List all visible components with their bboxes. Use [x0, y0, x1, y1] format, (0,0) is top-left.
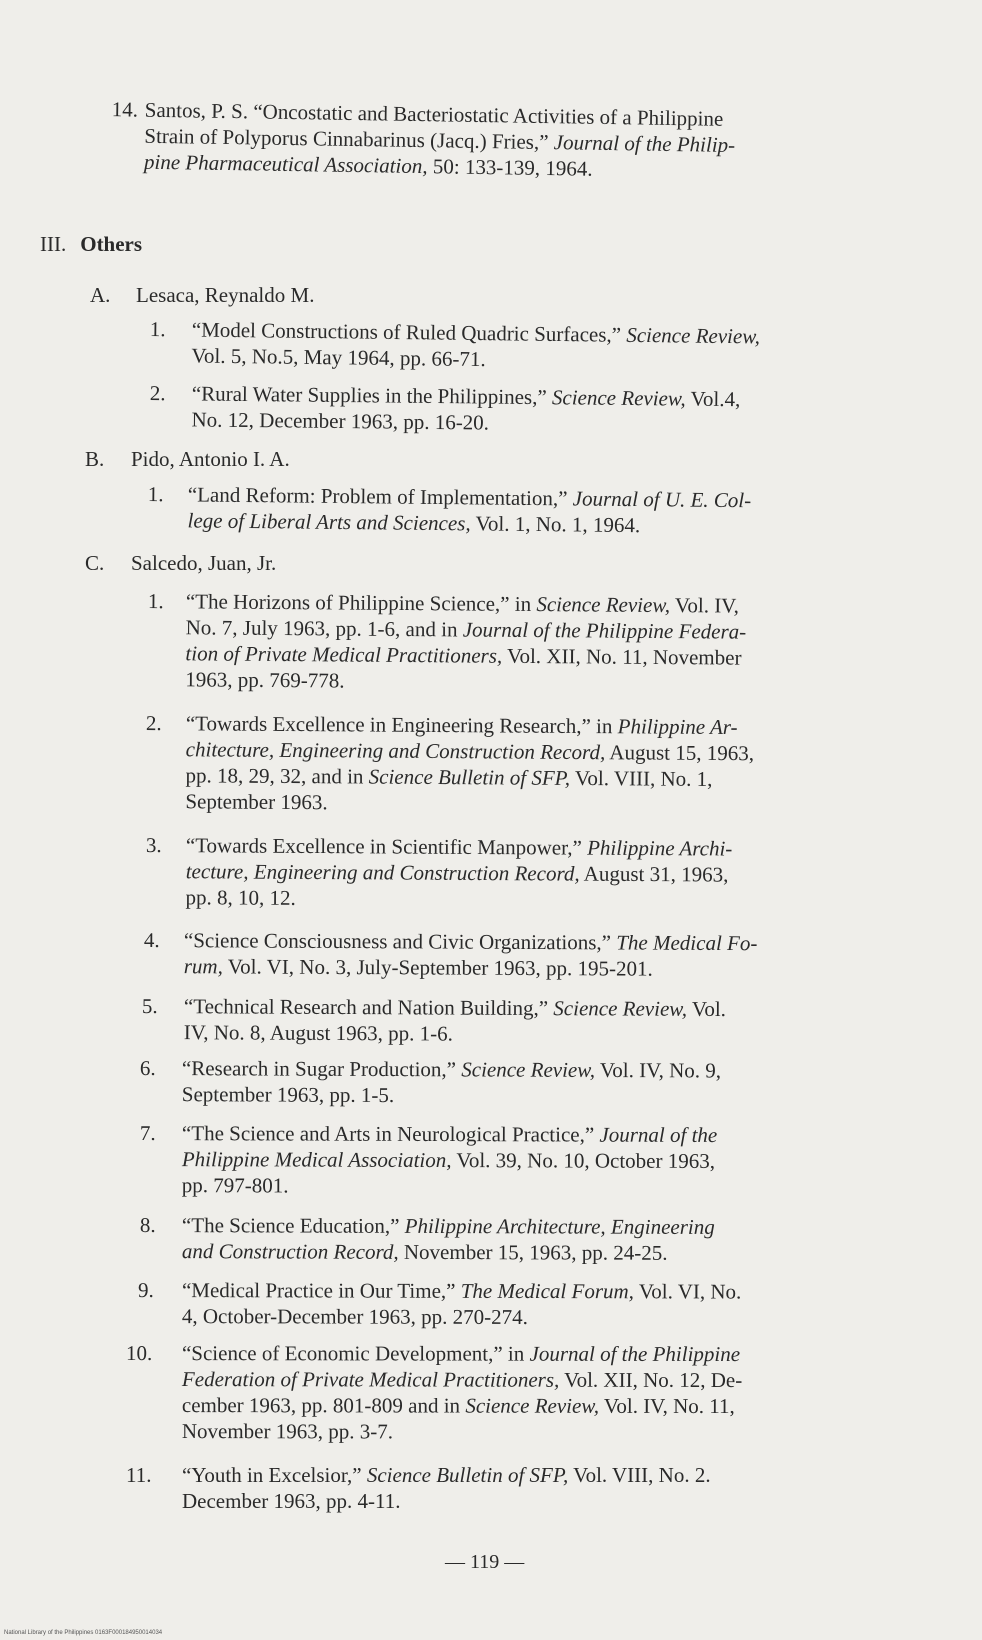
- citation-line: cember 1963, pp. 801-809 and in Science Review, Vol. IV, No. 11,: [181, 1393, 735, 1419]
- citation-c5: [0, 992, 982, 1046]
- citation-number: 1.: [147, 588, 164, 614]
- citation-a2: [0, 378, 982, 435]
- citation-line: IV, No. 8, August 1963, pp. 1-6.: [183, 1020, 453, 1046]
- citation-number: 7.: [139, 1120, 156, 1146]
- citation-line: “Model Constructions of Ruled Quadric Surfaces,” Science Review,: [191, 317, 761, 349]
- citation-a1: [0, 314, 982, 372]
- citation-number: 11.: [126, 1463, 152, 1487]
- citation-line: “Science of Economic Development,” in Journal of the Philippine: [181, 1341, 741, 1367]
- citation-line: December 1963, pp. 4-11.: [182, 1489, 401, 1513]
- citation-line: Vol. 5, No.5, May 1964, pp. 66-71.: [191, 343, 486, 372]
- citation-line: “Youth in Excelsior,” Science Bulletin of SFP, Vol. VIII, No. 2.: [182, 1463, 711, 1487]
- section-heading: III. Others: [40, 232, 143, 256]
- citation-c3: [0, 831, 982, 910]
- citation-c2: [0, 709, 982, 815]
- citation-line: September 1963.: [185, 789, 328, 815]
- citation-line: “Medical Practice in Our Time,” The Medical Forum, Vol. VI, No.: [181, 1278, 742, 1304]
- citation-line: chitecture, Engineering and Construction Record, August 15, 1963,: [185, 737, 755, 766]
- citation-number: 2.: [145, 710, 162, 736]
- citation-line: “The Science Education,” Philippine Architecture, Engineering: [181, 1213, 715, 1239]
- citation-number: 14.: [111, 97, 139, 122]
- author-c: C. Salcedo, Juan, Jr.: [85, 551, 277, 575]
- citation-number: 1.: [147, 481, 164, 507]
- citation-number: 5.: [141, 993, 158, 1019]
- citation-line: “Towards Excellence in Scientific Manpower,” Philippine Archi-: [185, 833, 733, 861]
- scan-footer: National Library of the Philippines 0163F000184950014034: [4, 1630, 163, 1636]
- citation-line: rum, Vol. VI, No. 3, July-September 1963, pp. 195-201.: [183, 954, 653, 981]
- citation-line: tion of Private Medical Practitioners, Vol. XII, No. 11, November: [185, 641, 742, 670]
- citation-line: 4, October-December 1963, pp. 270-274.: [181, 1304, 528, 1329]
- citation-line: No. 7, July 1963, pp. 1-6, and in Journal of the Philippine Federa-: [185, 615, 747, 644]
- citation-line: “The Horizons of Philippine Science,” in Science Review, Vol. IV,: [185, 589, 740, 618]
- citation-number: 2.: [149, 380, 166, 406]
- citation-line: “The Science and Arts in Neurological Practice,” Journal of the: [181, 1121, 718, 1147]
- citation-line: Strain of Polyporus Cinnabarinus (Jacq.) Fries,” Journal of the Philip-: [144, 123, 736, 157]
- citation-line: tecture, Engineering and Construction Record, August 31, 1963,: [185, 859, 729, 887]
- citation-c10: [0, 1340, 982, 1444]
- citation-c8: [0, 1211, 982, 1265]
- citation-line: Philippine Medical Association, Vol. 39, No. 10, October 1963,: [181, 1147, 716, 1173]
- citation-number: 3.: [145, 832, 162, 858]
- citation-line: pine Pharmaceutical Association, 50: 133-139, 1964.: [143, 149, 593, 181]
- citation-line: pp. 8, 10, 12.: [185, 885, 296, 910]
- citation-c6: [0, 1054, 982, 1108]
- citation-number: 6.: [139, 1055, 156, 1081]
- citation-line: November 1963, pp. 3-7.: [181, 1419, 394, 1444]
- citation-line: pp. 18, 29, 32, and in Science Bulletin of SFP, Vol. VIII, No. 1,: [185, 763, 713, 791]
- page-number: — 119 —: [445, 1551, 525, 1573]
- citation-number: 4.: [143, 927, 160, 953]
- citation-c7: [0, 1119, 982, 1198]
- citation-line: “Land Reform: Problem of Implementation,” Journal of U. E. Col-: [187, 482, 752, 513]
- citation-line: and Construction Record, November 15, 1963, pp. 24-25.: [181, 1239, 668, 1265]
- citation-line: “Science Consciousness and Civic Organizations,” The Medical Fo-: [183, 928, 758, 956]
- citation-line: Federation of Private Medical Practitioners, Vol. XII, No. 12, De-: [181, 1367, 743, 1393]
- citation-number: 9.: [137, 1277, 154, 1303]
- citation-line: September 1963, pp. 1-5.: [181, 1082, 395, 1108]
- citation-number: 1.: [149, 316, 166, 342]
- citation-line: pp. 797-801.: [181, 1173, 289, 1198]
- citation-line: Santos, P. S. “Oncostatic and Bacteriostatic Activities of a Philippine: [144, 97, 724, 131]
- citation-c1: [0, 587, 982, 693]
- citation-line: 1963, pp. 769-778.: [185, 667, 345, 693]
- citation-line: “Research in Sugar Production,” Science Review, Vol. IV, No. 9,: [181, 1056, 722, 1083]
- author-b: B. Pido, Antonio I. A.: [85, 447, 290, 471]
- author-a: A. Lesaca, Reynaldo M.: [90, 283, 315, 307]
- citation-number: 10.: [125, 1340, 153, 1366]
- citation-b1: [0, 479, 982, 538]
- citation-14: [0, 94, 982, 181]
- citation-line: “Rural Water Supplies in the Philippines,” Science Review, Vol.4,: [191, 381, 741, 412]
- citation-c9: [0, 1277, 982, 1329]
- citation-line: No. 12, December 1963, pp. 16-20.: [191, 407, 490, 435]
- citation-line: “Technical Research and Nation Building,” Science Review, Vol.: [183, 994, 727, 1022]
- citation-number: 8.: [139, 1212, 156, 1238]
- citation-c4: [0, 926, 982, 981]
- citation-line: lege of Liberal Arts and Sciences, Vol. 1, No. 1, 1964.: [187, 508, 641, 538]
- citation-line: “Towards Excellence in Engineering Research,” in Philippine Ar-: [185, 711, 738, 740]
